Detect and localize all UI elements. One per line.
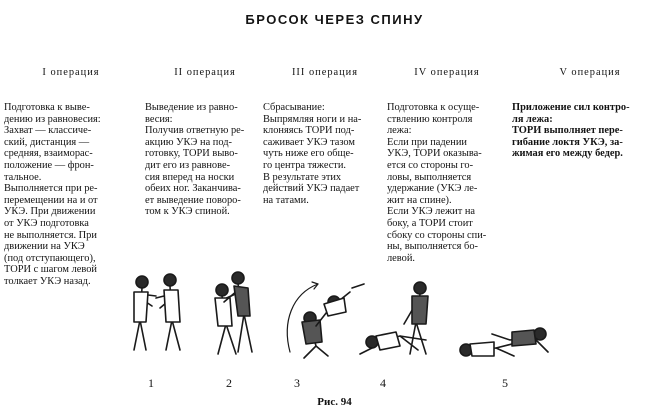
operation-text: Выведение из равно- весия: Получив ответную ре- акцию УКЭ на под- готовку, ТОРИ выво- дит его из равнове- сия вперед на носки обеих ног. Заканчива- ет выведение поворо- том к УКЭ спиной.: [145, 101, 245, 218]
operation-text: Сбрасывание: Выпрямляя ноги и на- клоняясь ТОРИ под- саживает УКЭ тазом чуть ниже его обще- го центра тяжести. В результате этих действий УКЭ падает на татами.: [263, 101, 362, 206]
operation-column-3: [263, 44, 387, 218]
operation-column-5: [512, 44, 668, 172]
frame-2-figures: [215, 272, 252, 354]
operation-column-2: [145, 44, 265, 230]
operation-column-1: [4, 44, 138, 299]
figure-caption: Рис. 94: [317, 396, 352, 408]
operation-heading: V операция: [559, 67, 621, 79]
operation-text: Подготовка к выве- дению из равновесия: Захват — классиче- ский, дистанция — средняя, взаиморас- положение — фрон- тальное. Выполняется при ре- перемещении на и от УКЭ. При движении от УКЭ подготовка не выполняется. При движении на УКЭ (под отступающего), ТОРИ с шагом левой толкает УКЭ назад.: [4, 101, 101, 287]
operation-text: Приложение сил контро- ля лежа: ТОРИ выполняет пере- гибание локтя УКЭ, за- жимая его между бедер.: [512, 101, 630, 160]
frame-4-figures: [360, 282, 428, 354]
frame-5-figures: [460, 328, 548, 356]
figure-number-4: 4: [380, 376, 386, 390]
figure-number-5: 5: [502, 376, 508, 390]
operation-text: Подготовка к осуще- ствлению контроля лежа: Если при падении УКЭ, ТОРИ оказыва- ется со стороны го- ловы, выполняется удержание (УКЭ ле- жит на спине). Если УКЭ лежит на боку, а ТОРИ стоит сбоку со стороны спи- ны, выполняется бо- левой.: [387, 101, 487, 264]
figure-number-3: 3: [294, 376, 300, 390]
frame-1-figures: [134, 274, 180, 350]
figure-number-1: 1: [148, 376, 154, 390]
operation-heading: I операция: [42, 67, 100, 79]
operation-heading: III операция: [291, 67, 359, 79]
operation-heading: II операция: [174, 67, 236, 79]
figure-number-2: 2: [226, 376, 232, 390]
page-title: БРОСОК ЧЕРЕЗ СПИНУ: [245, 12, 424, 27]
operation-heading: IV операция: [414, 67, 480, 79]
frame-3-figures: [287, 282, 364, 358]
throw-sequence-illustration: [0, 262, 669, 374]
operation-column-4: [387, 44, 507, 276]
